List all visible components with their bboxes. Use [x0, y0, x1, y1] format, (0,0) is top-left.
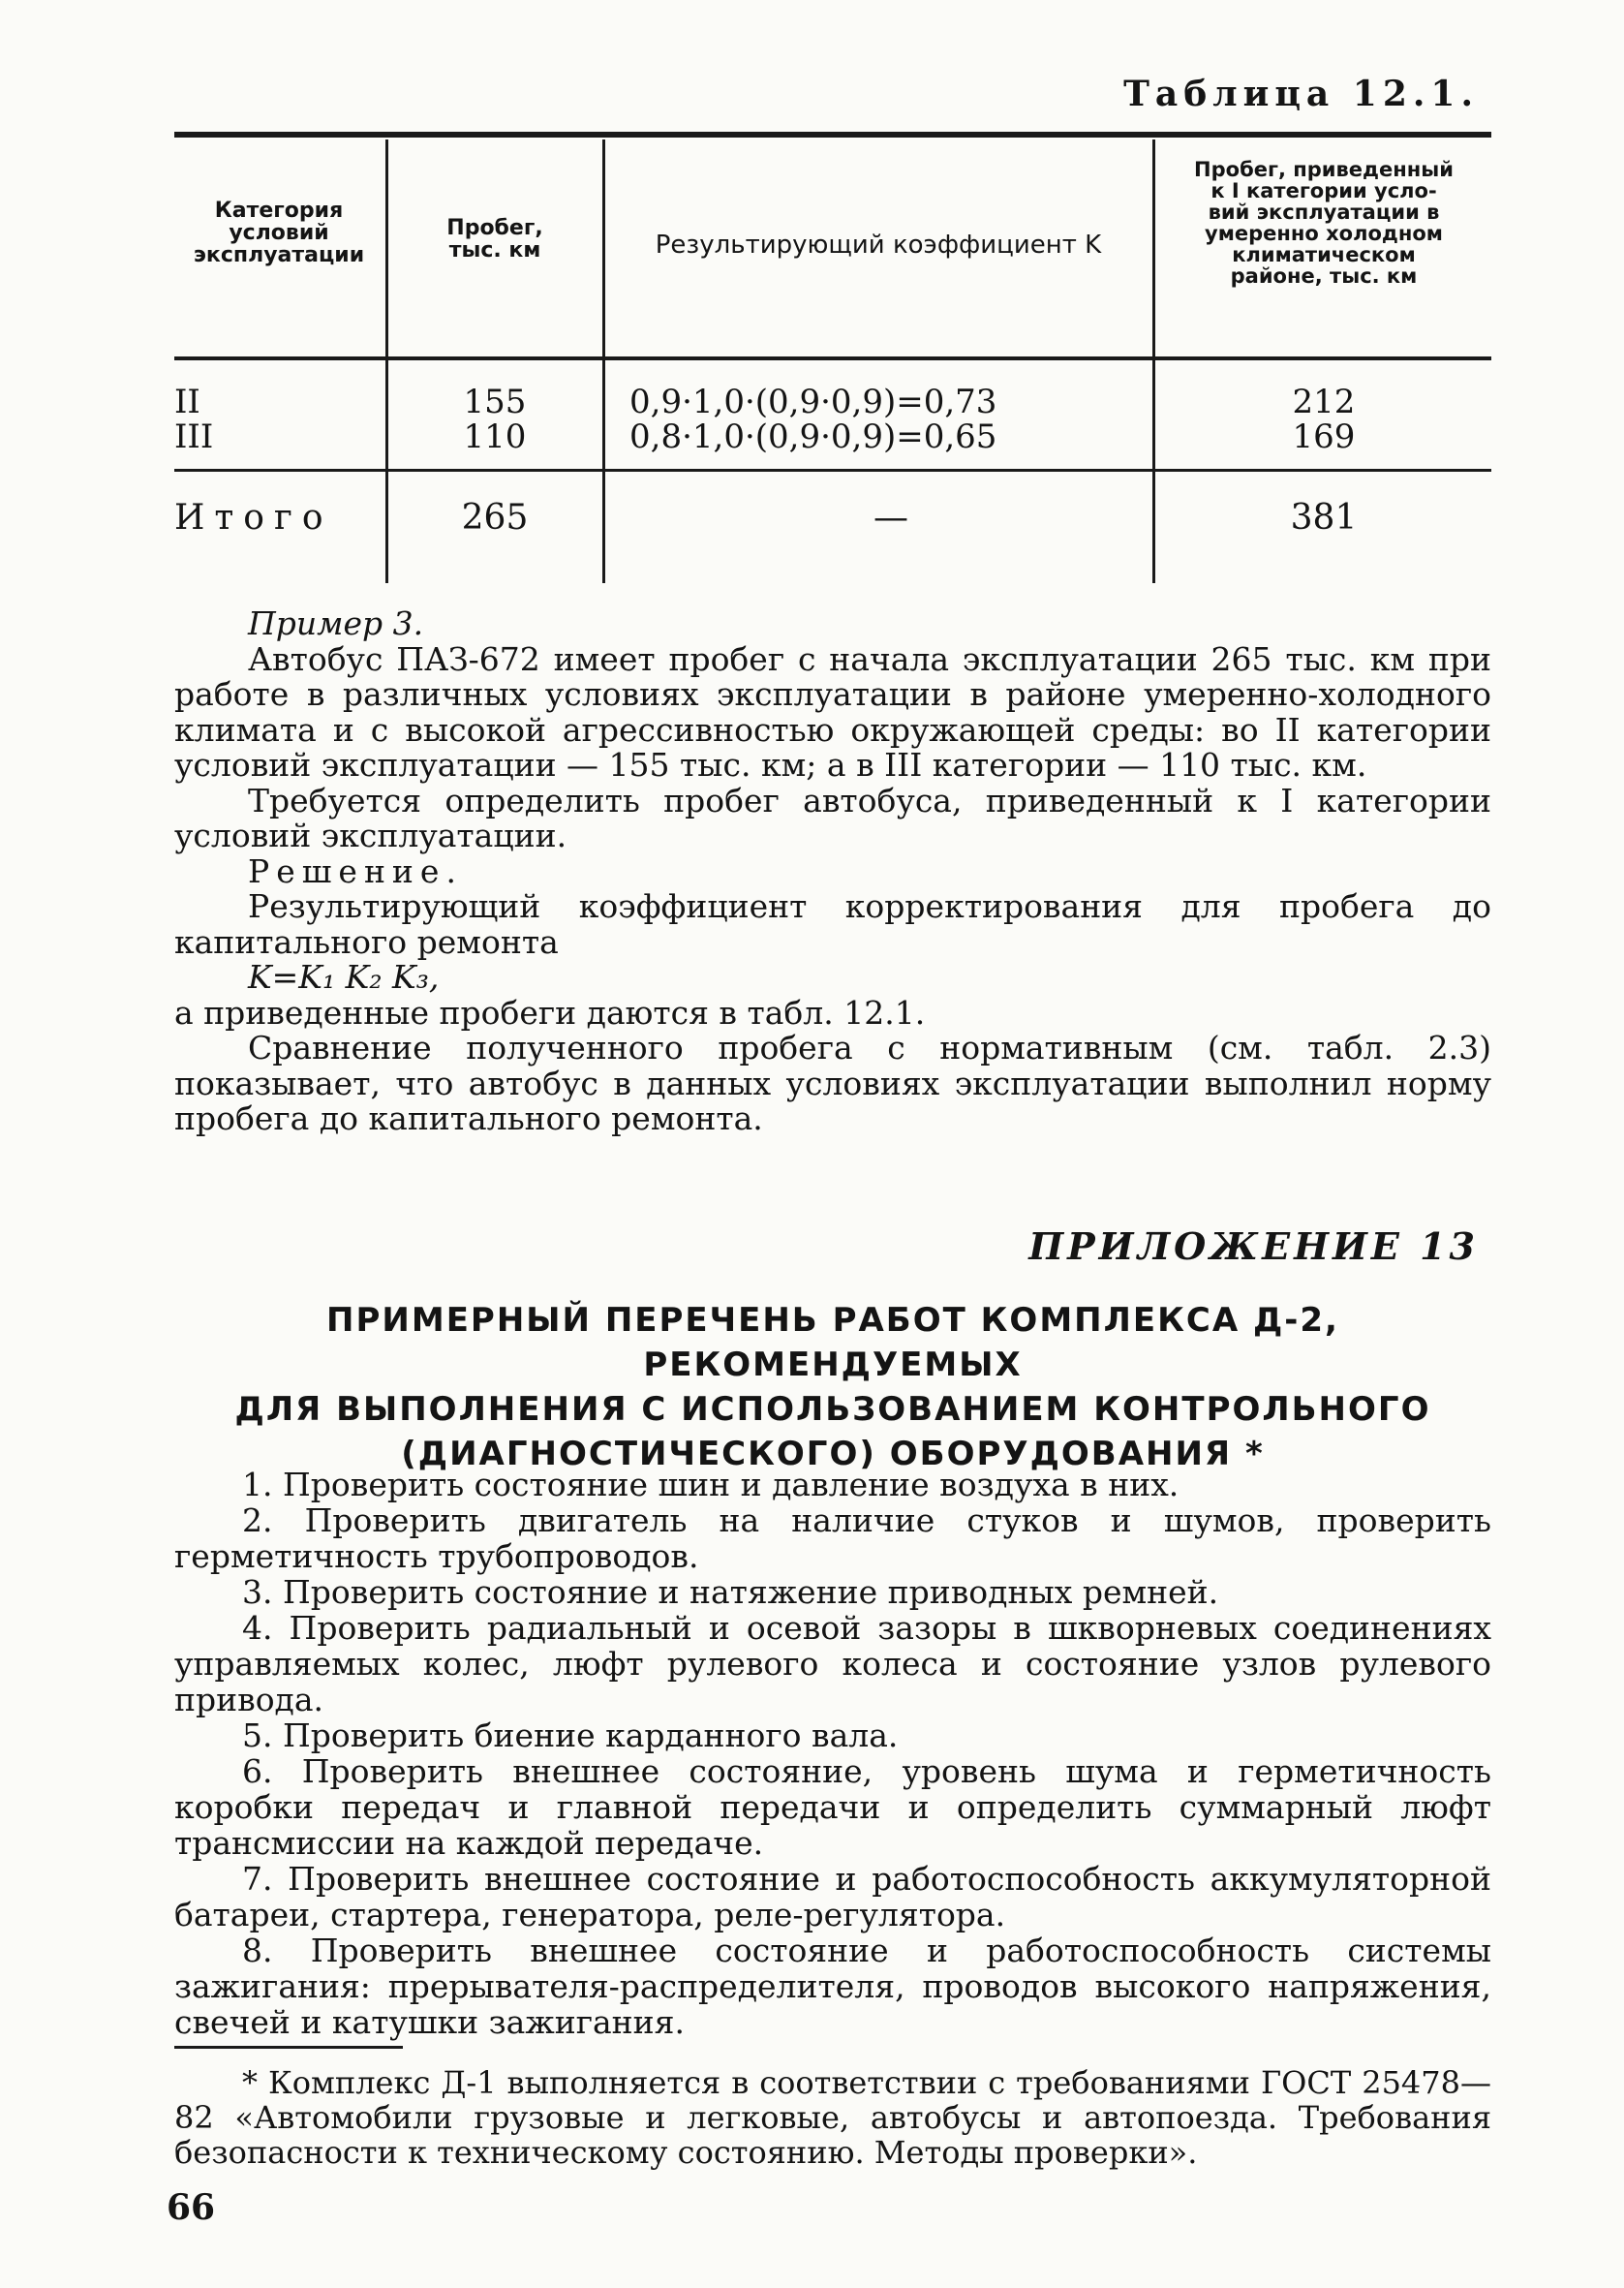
table-caption: Таблица 12.1.	[1123, 74, 1479, 114]
table-column-rule	[602, 139, 605, 583]
cell-category: II	[174, 383, 200, 421]
list-item: 6. Проверить внешнее состояние, уровень шума и герметичность коробки передач и главной передачи и определить суммарный люфт трансмиссии на каждой передаче.	[174, 1752, 1491, 1862]
header-reduced-mileage: Пробег, приведенный к I категории усло- вий эксплуатации в умеренно холодном климатическом районе, тыс. км	[1194, 158, 1454, 289]
list-item: 7. Проверить внешнее состояние и работоспособность аккумуляторной батареи, стартера, генератора, реле-регулятора.	[174, 1860, 1491, 1933]
solution-label: Решение.	[248, 851, 463, 890]
cell-mileage: 110	[463, 417, 527, 456]
header-category: Категория условий эксплуатации	[193, 199, 365, 268]
cell-mileage: 155	[463, 383, 527, 421]
example-section	[174, 606, 1491, 1137]
cell-total-mileage: 265	[461, 498, 529, 538]
cell-total-label: Итого	[174, 498, 333, 538]
list-item: 5. Проверить биение карданного вала.	[242, 1716, 899, 1754]
cell-reduced: 212	[1292, 383, 1356, 421]
cell-reduced: 169	[1292, 417, 1356, 456]
appendix-label: ПРИЛОЖЕНИЕ 13	[1028, 1224, 1479, 1268]
list-item: 4. Проверить радиальный и осевой зазоры в шкворневых соединениях управляемых колес, люфт рулевого колеса и состояние узлов рулевого привода.	[174, 1609, 1491, 1718]
example-paragraph: Автобус ПАЗ-672 имеет пробег с начала эксплуатации 265 тыс. км при работе в различных условиях эксплуатации в районе умеренно-холодного климата и с высокой агрессивностью окружающей среды: во II категории условий эксплуатации — 155 тыс. км; а в III категории — 110 тыс. км.	[174, 639, 1491, 784]
footnote-rule	[174, 2046, 403, 2049]
cell-coefficient: 0,9·1,0·(0,9·0,9)=0,73	[629, 383, 997, 421]
table-column-rule	[385, 139, 388, 583]
list-item: 2. Проверить двигатель на наличие стуков и шумов, проверить герметичность трубопроводов.	[174, 1501, 1491, 1575]
example-paragraph: а приведенные пробеги даются в табл. 12.1.	[174, 993, 926, 1032]
table-column-rule	[1152, 139, 1155, 583]
table-top-rule	[174, 132, 1491, 138]
page-number: 66	[167, 2187, 216, 2228]
work-list	[174, 1467, 1491, 2040]
example-paragraph: Сравнение полученного пробега с нормативным (см. табл. 2.3) показывает, что автобус в данных условиях эксплуатации выполнил норму пробега до капитального ремонта.	[174, 1029, 1491, 1137]
example-paragraph: Результирующий коэффициент корректирования для пробега до капитального ремонта	[174, 887, 1491, 961]
header-mileage: Пробег, тыс. км	[446, 216, 543, 263]
cell-coefficient: 0,8·1,0·(0,9·0,9)=0,65	[629, 417, 997, 456]
list-item: 8. Проверить внешнее состояние и работоспособность системы зажигания: прерывателя-распределителя, проводов высокого напряжения, свечей и катушки зажигания.	[174, 1932, 1491, 2041]
cell-total-reduced: 381	[1290, 498, 1358, 538]
footnote: * Комплекс Д-1 выполняется в соответствии с требованиями ГОСТ 25478—82 «Автомобили грузовые и легковые, автобусы и автопоезда. Требования безопасности к техническому состоянию. Методы проверки».	[174, 2064, 1491, 2171]
appendix-heading: ПРИМЕРНЫЙ ПЕРЕЧЕНЬ РАБОТ КОМПЛЕКСА Д-2, РЕКОМЕНДУЕМЫХ ДЛЯ ВЫПОЛНЕНИЯ С ИСПОЛЬЗОВАНИЕМ КОНТРОЛЬНОГО (ДИАГНОСТИЧЕСКОГО) ОБОРУДОВАНИЯ *	[234, 1301, 1431, 1473]
formula: K=K₁ K₂ K₃,	[248, 958, 440, 996]
header-coefficient: Результирующий коэффициент K	[655, 231, 1102, 260]
list-item: 1. Проверить состояние шин и давление воздуха в них.	[242, 1466, 1180, 1503]
example-paragraph: Требуется определить пробег автобуса, приведенный к I категории условий эксплуатации.	[174, 781, 1491, 854]
mileage-table	[174, 132, 1491, 593]
cell-category: III	[174, 417, 214, 456]
example-title: Пример 3.	[248, 604, 424, 642]
table-body-rule	[174, 469, 1491, 472]
cell-total-coefficient: —	[873, 498, 908, 538]
list-item: 3. Проверить состояние и натяжение приводных ремней.	[242, 1573, 1219, 1611]
table-header-rule	[174, 356, 1491, 360]
